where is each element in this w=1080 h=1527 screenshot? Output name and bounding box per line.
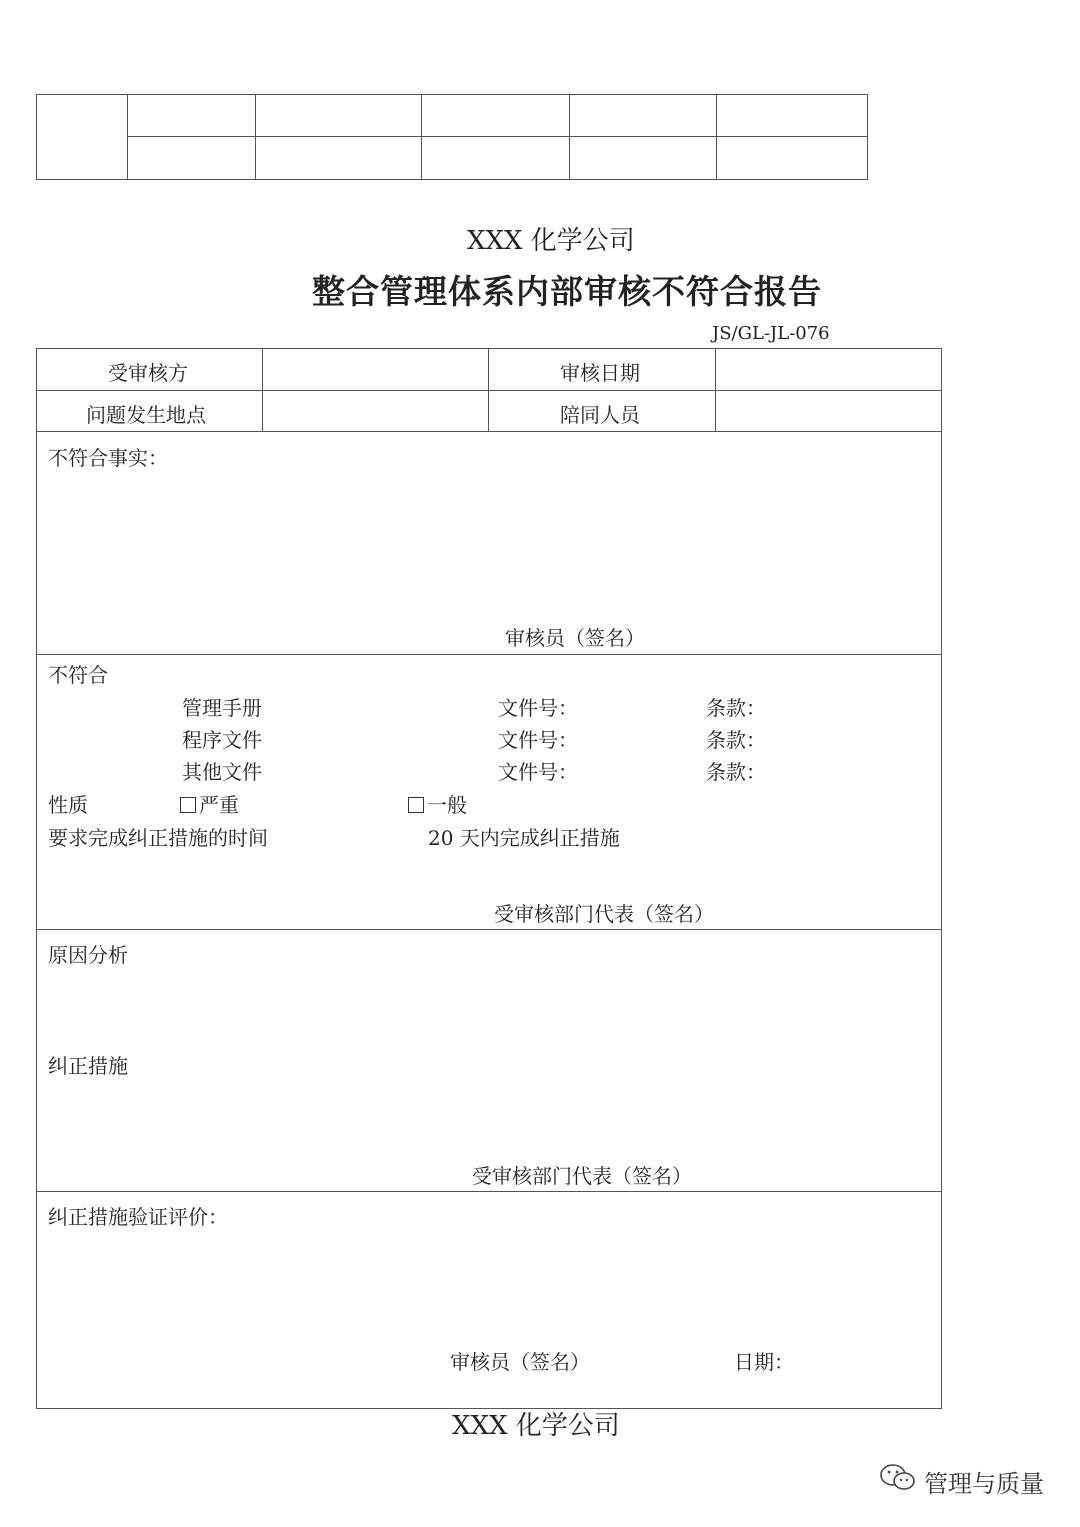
general-checkbox[interactable] [408, 797, 424, 813]
general-label: 一般 [427, 793, 467, 817]
deadline-label: 要求完成纠正措施的时间 [48, 826, 268, 850]
verifier-signature: 审核员（签名） [450, 1350, 590, 1374]
verification-date-label: 日期： [734, 1350, 794, 1374]
file-no-1: 文件号： [498, 696, 578, 720]
clause-1: 条款： [706, 696, 766, 720]
verification-label: 纠正措施验证评价： [48, 1205, 228, 1229]
watermark [878, 1462, 1044, 1500]
corrective-action-label: 纠正措施 [48, 1054, 128, 1078]
serious-option[interactable] [180, 795, 239, 815]
general-option[interactable] [408, 795, 467, 815]
dept-rep-signature-1: 受审核部门代表（签名） [494, 902, 714, 926]
nature-label: 性质 [48, 793, 88, 817]
footer-company-name: XXX 化学公司 [452, 1411, 620, 1441]
clause-2: 条款： [706, 728, 766, 752]
location-label: 问题发生地点 [86, 403, 206, 427]
company-name: XXX 化学公司 [467, 226, 635, 256]
wechat-icon [878, 1462, 918, 1500]
audit-date-label: 审核日期 [560, 361, 640, 385]
file-no-2: 文件号： [498, 728, 578, 752]
file-no-3: 文件号： [498, 760, 578, 784]
serious-checkbox[interactable] [180, 797, 196, 813]
auditor-signature: 审核员（签名） [505, 626, 645, 650]
serious-label: 严重 [199, 793, 239, 817]
clause-3: 条款： [706, 760, 766, 784]
cause-analysis-label: 原因分析 [48, 943, 128, 967]
facts-label: 不符合事实： [48, 446, 168, 470]
form-code: JS/GL-JL-076 [712, 323, 830, 344]
deadline-value: 20 天内完成纠正措施 [428, 826, 620, 850]
report-title: 整合管理体系内部审核不符合报告 [312, 272, 822, 311]
watermark-text: 管理与质量 [924, 1469, 1044, 1498]
doc-other: 其他文件 [182, 760, 262, 784]
doc-procedure: 程序文件 [182, 728, 262, 752]
doc-manual: 管理手册 [182, 696, 262, 720]
dept-rep-signature-2: 受审核部门代表（签名） [472, 1164, 692, 1188]
auditee-label: 受审核方 [108, 361, 188, 385]
nonconformity-label: 不符合 [48, 663, 108, 687]
companion-label: 陪同人员 [560, 403, 640, 427]
